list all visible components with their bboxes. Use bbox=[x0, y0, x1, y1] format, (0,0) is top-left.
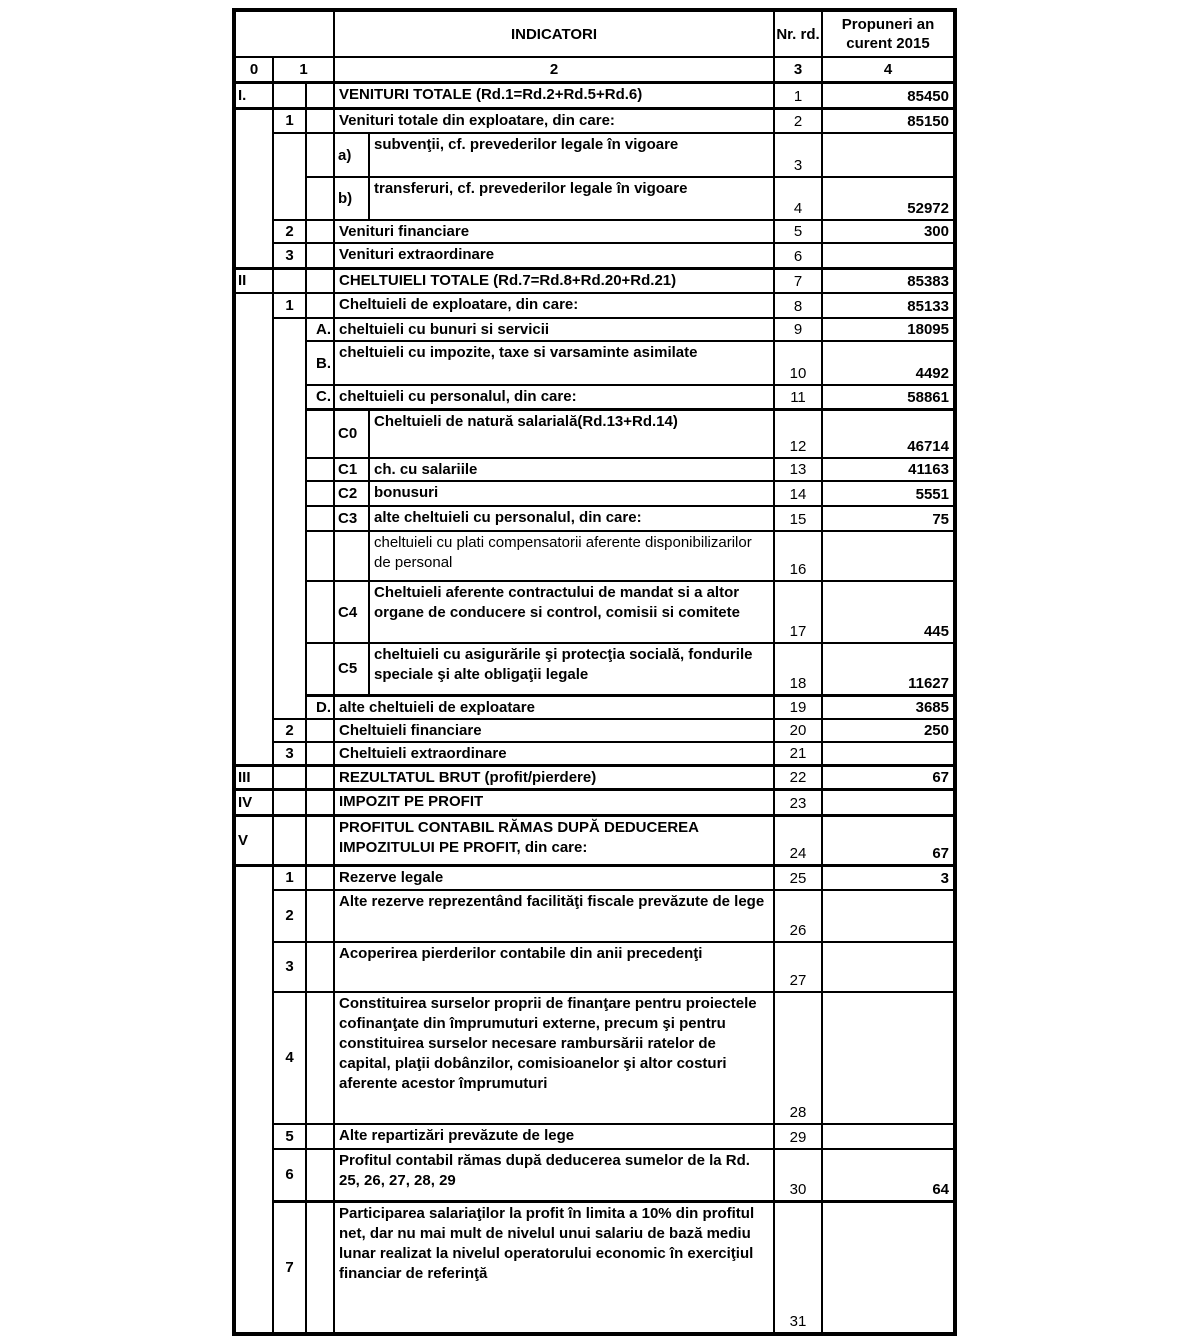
merged-empty-cell bbox=[273, 133, 306, 220]
row-nr-rd: 26 bbox=[774, 890, 822, 942]
empty-cell bbox=[306, 992, 334, 1124]
row-code-label: C0 bbox=[334, 409, 369, 458]
indicator-text: cheltuieli cu personalul, din care: bbox=[334, 385, 774, 409]
table-row bbox=[234, 458, 955, 481]
row-nr-rd: 16 bbox=[774, 531, 822, 581]
colnum-3: 3 bbox=[774, 57, 822, 82]
empty-cell bbox=[306, 1202, 334, 1334]
row-value: 75 bbox=[822, 506, 955, 531]
colnum-2: 2 bbox=[334, 57, 774, 82]
empty-cell bbox=[306, 82, 334, 108]
indicator-text: alte cheltuieli de exploatare bbox=[334, 695, 774, 719]
empty-cell bbox=[306, 816, 334, 866]
row-nr-rd: 20 bbox=[774, 719, 822, 742]
row-value: 41163 bbox=[822, 458, 955, 481]
colnum-1: 1 bbox=[273, 57, 334, 82]
table-row bbox=[234, 220, 955, 243]
merged-empty-cell bbox=[273, 318, 306, 719]
empty-cell bbox=[306, 177, 334, 220]
table-row bbox=[234, 643, 955, 695]
row-number-label: 1 bbox=[273, 866, 306, 890]
row-letter-label: C. bbox=[306, 385, 334, 409]
indicator-text: VENITURI TOTALE (Rd.1=Rd.2+Rd.5+Rd.6) bbox=[334, 82, 774, 108]
row-value bbox=[822, 133, 955, 177]
table-row bbox=[234, 890, 955, 942]
row-value: 85133 bbox=[822, 293, 955, 318]
indicator-text: cheltuieli cu bunuri si servicii bbox=[334, 318, 774, 341]
empty-cell bbox=[306, 890, 334, 942]
row-nr-rd: 12 bbox=[774, 409, 822, 458]
table-header-row bbox=[234, 10, 955, 57]
row-value: 5551 bbox=[822, 481, 955, 506]
table-row bbox=[234, 133, 955, 177]
table-row bbox=[234, 816, 955, 866]
indicator-text: Cheltuieli financiare bbox=[334, 719, 774, 742]
table-row bbox=[234, 581, 955, 643]
empty-cell bbox=[273, 790, 306, 816]
row-value bbox=[822, 790, 955, 816]
header-propuneri: Propuneri an curent 2015 bbox=[822, 10, 955, 57]
header-indicatori: INDICATORI bbox=[334, 10, 774, 57]
table-row bbox=[234, 790, 955, 816]
row-nr-rd: 6 bbox=[774, 243, 822, 268]
empty-cell bbox=[306, 458, 334, 481]
row-nr-rd: 15 bbox=[774, 506, 822, 531]
indicator-text: Alte rezerve reprezentând facilităţi fiscale prevăzute de lege bbox=[334, 890, 774, 942]
row-value: 85150 bbox=[822, 108, 955, 133]
row-nr-rd: 24 bbox=[774, 816, 822, 866]
empty-cell bbox=[306, 942, 334, 992]
indicator-text: Profitul contabil rămas după deducerea sumelor de la Rd. 25, 26, 27, 28, 29 bbox=[334, 1149, 774, 1202]
table-row bbox=[234, 481, 955, 506]
indicator-text: cheltuieli cu plati compensatorii aferente disponibilizarilor de personal bbox=[369, 531, 774, 581]
table-row bbox=[234, 742, 955, 766]
header-blank-cell bbox=[234, 10, 334, 57]
table-row bbox=[234, 866, 955, 890]
indicator-text: Venituri totale din exploatare, din care: bbox=[334, 108, 774, 133]
row-value: 67 bbox=[822, 816, 955, 866]
table-row bbox=[234, 268, 955, 293]
table-row bbox=[234, 719, 955, 742]
column-number-row bbox=[234, 57, 955, 82]
row-nr-rd: 27 bbox=[774, 942, 822, 992]
table-row bbox=[234, 766, 955, 790]
indicator-text: transferuri, cf. prevederilor legale în vigoare bbox=[369, 177, 774, 220]
row-value bbox=[822, 992, 955, 1124]
table-row bbox=[234, 108, 955, 133]
empty-cell bbox=[306, 742, 334, 766]
table-row bbox=[234, 1202, 955, 1334]
empty-cell bbox=[306, 766, 334, 790]
row-nr-rd: 8 bbox=[774, 293, 822, 318]
empty-cell bbox=[306, 108, 334, 133]
indicator-text: Cheltuieli extraordinare bbox=[334, 742, 774, 766]
row-letter-label: A. bbox=[306, 318, 334, 341]
table-row bbox=[234, 942, 955, 992]
row-number-label: 5 bbox=[273, 1124, 306, 1149]
row-nr-rd: 10 bbox=[774, 341, 822, 385]
row-number-label: 3 bbox=[273, 243, 306, 268]
row-number-label: 2 bbox=[273, 719, 306, 742]
row-code-label: C3 bbox=[334, 506, 369, 531]
table-body bbox=[234, 82, 955, 1334]
empty-cell bbox=[306, 481, 334, 506]
indicator-text: REZULTATUL BRUT (profit/pierdere) bbox=[334, 766, 774, 790]
row-value: 46714 bbox=[822, 409, 955, 458]
empty-cell bbox=[306, 506, 334, 531]
row-nr-rd: 14 bbox=[774, 481, 822, 506]
empty-cell bbox=[306, 581, 334, 643]
indicator-text: Rezerve legale bbox=[334, 866, 774, 890]
row-nr-rd: 23 bbox=[774, 790, 822, 816]
table-row bbox=[234, 409, 955, 458]
row-code-label bbox=[334, 531, 369, 581]
row-letter-label: B. bbox=[306, 341, 334, 385]
table-row bbox=[234, 243, 955, 268]
table-row bbox=[234, 385, 955, 409]
row-roman-numeral: IV bbox=[234, 790, 273, 816]
row-nr-rd: 13 bbox=[774, 458, 822, 481]
row-value: 3685 bbox=[822, 695, 955, 719]
row-number-label: 2 bbox=[273, 890, 306, 942]
empty-cell bbox=[306, 243, 334, 268]
row-number-label: 1 bbox=[273, 108, 306, 133]
row-number-label: 4 bbox=[273, 992, 306, 1124]
row-nr-rd: 31 bbox=[774, 1202, 822, 1334]
row-number-label: 1 bbox=[273, 293, 306, 318]
colnum-0: 0 bbox=[234, 57, 273, 82]
table-row bbox=[234, 177, 955, 220]
indicator-text: IMPOZIT PE PROFIT bbox=[334, 790, 774, 816]
row-nr-rd: 2 bbox=[774, 108, 822, 133]
row-value: 64 bbox=[822, 1149, 955, 1202]
table-row bbox=[234, 82, 955, 108]
row-number-label: 7 bbox=[273, 1202, 306, 1334]
empty-cell bbox=[306, 409, 334, 458]
row-nr-rd: 7 bbox=[774, 268, 822, 293]
table-row bbox=[234, 992, 955, 1124]
empty-cell bbox=[306, 719, 334, 742]
indicator-text: Venituri financiare bbox=[334, 220, 774, 243]
row-value: 52972 bbox=[822, 177, 955, 220]
indicator-text: ch. cu salariile bbox=[369, 458, 774, 481]
row-code-label: b) bbox=[334, 177, 369, 220]
empty-cell bbox=[306, 293, 334, 318]
indicator-text: Acoperirea pierderilor contabile din anii precedenţi bbox=[334, 942, 774, 992]
indicator-text: Venituri extraordinare bbox=[334, 243, 774, 268]
empty-cell bbox=[273, 766, 306, 790]
empty-cell bbox=[306, 1124, 334, 1149]
row-nr-rd: 22 bbox=[774, 766, 822, 790]
row-nr-rd: 28 bbox=[774, 992, 822, 1124]
table-row bbox=[234, 1124, 955, 1149]
row-nr-rd: 1 bbox=[774, 82, 822, 108]
row-value: 300 bbox=[822, 220, 955, 243]
indicator-text: cheltuieli cu impozite, taxe si varsaminte asimilate bbox=[334, 341, 774, 385]
row-value: 18095 bbox=[822, 318, 955, 341]
indicator-text: PROFITUL CONTABIL RĂMAS DUPĂ DEDUCEREA IMPOZITULUI PE PROFIT, din care: bbox=[334, 816, 774, 866]
row-number-label: 6 bbox=[273, 1149, 306, 1202]
row-value bbox=[822, 531, 955, 581]
row-value bbox=[822, 243, 955, 268]
merged-empty-cell bbox=[234, 293, 273, 766]
empty-cell bbox=[306, 866, 334, 890]
row-nr-rd: 18 bbox=[774, 643, 822, 695]
row-nr-rd: 25 bbox=[774, 866, 822, 890]
colnum-4: 4 bbox=[822, 57, 955, 82]
row-nr-rd: 5 bbox=[774, 220, 822, 243]
row-value bbox=[822, 742, 955, 766]
empty-cell bbox=[273, 82, 306, 108]
row-value: 250 bbox=[822, 719, 955, 742]
row-nr-rd: 4 bbox=[774, 177, 822, 220]
table-row bbox=[234, 341, 955, 385]
empty-cell bbox=[306, 531, 334, 581]
row-value bbox=[822, 942, 955, 992]
row-nr-rd: 17 bbox=[774, 581, 822, 643]
budget-indicators-table bbox=[232, 8, 957, 1336]
indicator-text: cheltuieli cu asigurările şi protecţia socială, fondurile speciale şi alte obligaţii legale bbox=[369, 643, 774, 695]
table-row bbox=[234, 293, 955, 318]
row-code-label: a) bbox=[334, 133, 369, 177]
indicator-text: subvenţii, cf. prevederilor legale în vigoare bbox=[369, 133, 774, 177]
header-nr-rd: Nr. rd. bbox=[774, 10, 822, 57]
row-roman-numeral: II bbox=[234, 268, 273, 293]
empty-cell bbox=[306, 220, 334, 243]
row-roman-numeral: III bbox=[234, 766, 273, 790]
row-code-label: C1 bbox=[334, 458, 369, 481]
row-value bbox=[822, 890, 955, 942]
row-value: 58861 bbox=[822, 385, 955, 409]
merged-empty-cell bbox=[234, 108, 273, 268]
row-nr-rd: 30 bbox=[774, 1149, 822, 1202]
indicator-text: Alte repartizări prevăzute de lege bbox=[334, 1124, 774, 1149]
row-number-label: 2 bbox=[273, 220, 306, 243]
row-code-label: C2 bbox=[334, 481, 369, 506]
row-nr-rd: 29 bbox=[774, 1124, 822, 1149]
table-row bbox=[234, 531, 955, 581]
row-number-label: 3 bbox=[273, 742, 306, 766]
row-code-label: C4 bbox=[334, 581, 369, 643]
table-row bbox=[234, 318, 955, 341]
empty-cell bbox=[273, 816, 306, 866]
row-code-label: C5 bbox=[334, 643, 369, 695]
indicator-text: CHELTUIELI TOTALE (Rd.7=Rd.8+Rd.20+Rd.21) bbox=[334, 268, 774, 293]
row-value: 85383 bbox=[822, 268, 955, 293]
indicator-text: Participarea salariaţilor la profit în limita a 10% din profitul net, dar nu mai mult de nivelul unui salariu de bază mediu lunar realizat la nivelul operatorului economic în exerciţiul financiar de referinţă bbox=[334, 1202, 774, 1334]
row-value: 85450 bbox=[822, 82, 955, 108]
table-row bbox=[234, 1149, 955, 1202]
row-nr-rd: 19 bbox=[774, 695, 822, 719]
empty-cell bbox=[306, 790, 334, 816]
row-value: 445 bbox=[822, 581, 955, 643]
row-number-label: 3 bbox=[273, 942, 306, 992]
indicator-text: Cheltuieli de natură salarială(Rd.13+Rd.14) bbox=[369, 409, 774, 458]
indicator-text: Cheltuieli aferente contractului de mandat si a altor organe de conducere si control, comisii si comitete bbox=[369, 581, 774, 643]
merged-empty-cell bbox=[234, 866, 273, 1334]
row-roman-numeral: I. bbox=[234, 82, 273, 108]
indicator-text: Cheltuieli de exploatare, din care: bbox=[334, 293, 774, 318]
empty-cell bbox=[306, 1149, 334, 1202]
indicator-text: bonusuri bbox=[369, 481, 774, 506]
row-roman-numeral: V bbox=[234, 816, 273, 866]
row-value bbox=[822, 1202, 955, 1334]
row-nr-rd: 3 bbox=[774, 133, 822, 177]
row-value: 11627 bbox=[822, 643, 955, 695]
row-letter-label: D. bbox=[306, 695, 334, 719]
table-row bbox=[234, 506, 955, 531]
row-value: 3 bbox=[822, 866, 955, 890]
row-value: 67 bbox=[822, 766, 955, 790]
indicator-text: Constituirea surselor proprii de finanţare pentru proiectele cofinanţate din împrumuturi externe, precum şi pentru constituirea surselor necesare rambursării ratelor de capital, plaţii dobânzilor, comisioanelor şi altor costuri aferente acestor împrumuturi bbox=[334, 992, 774, 1124]
row-nr-rd: 9 bbox=[774, 318, 822, 341]
table-row bbox=[234, 695, 955, 719]
row-nr-rd: 11 bbox=[774, 385, 822, 409]
empty-cell bbox=[306, 643, 334, 695]
indicator-text: alte cheltuieli cu personalul, din care: bbox=[369, 506, 774, 531]
empty-cell bbox=[273, 268, 306, 293]
row-value bbox=[822, 1124, 955, 1149]
row-nr-rd: 21 bbox=[774, 742, 822, 766]
empty-cell bbox=[306, 268, 334, 293]
empty-cell bbox=[306, 133, 334, 177]
row-value: 4492 bbox=[822, 341, 955, 385]
